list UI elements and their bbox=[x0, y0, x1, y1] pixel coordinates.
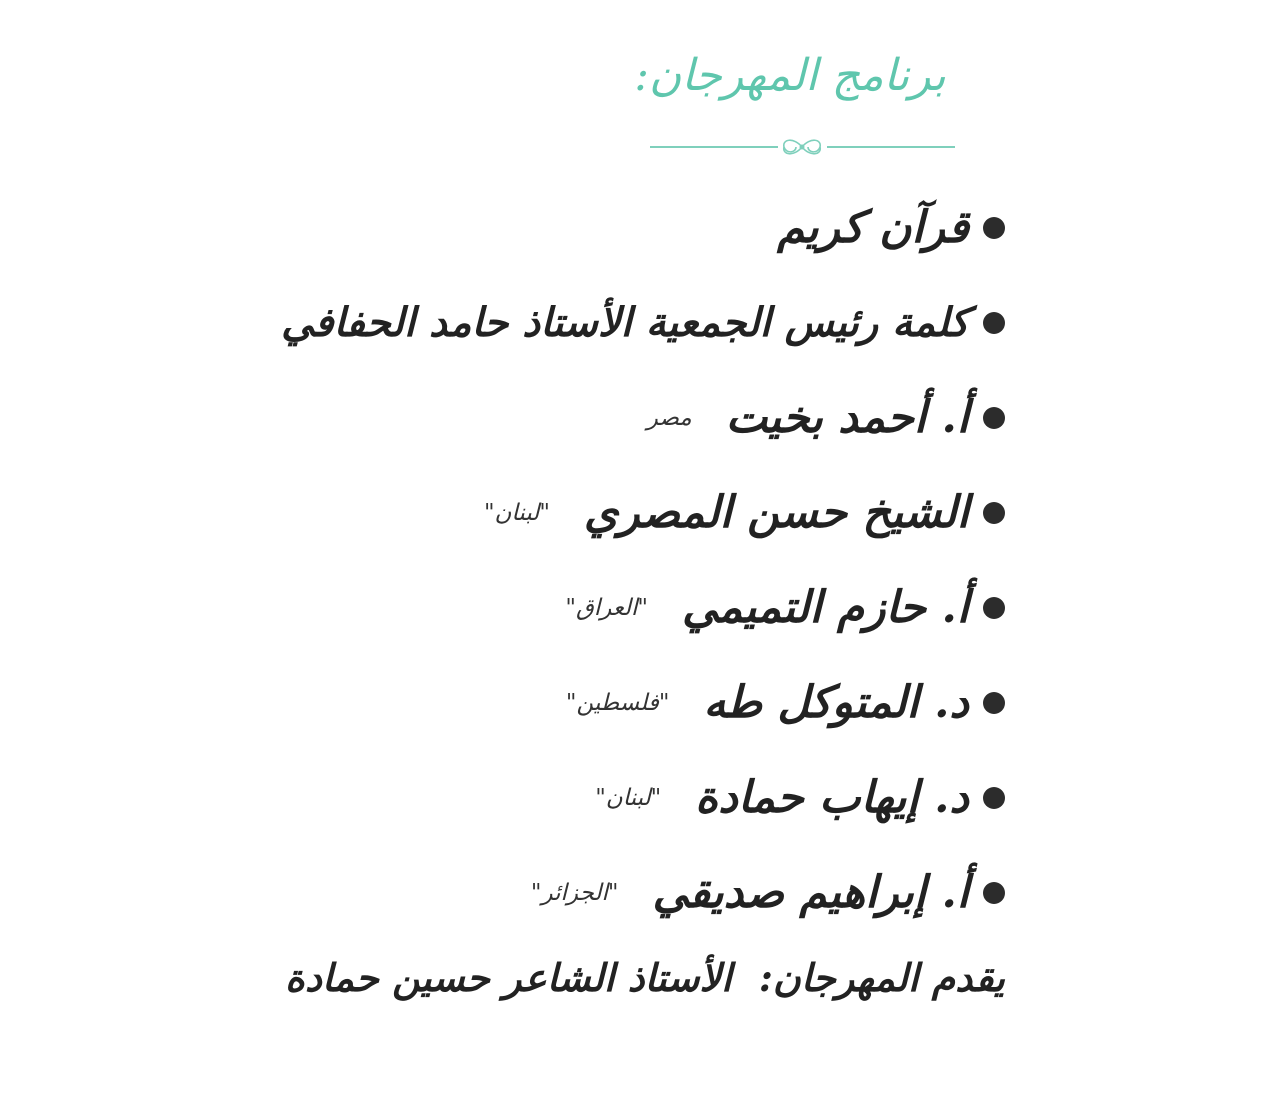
speaker-country: مصر bbox=[646, 404, 692, 431]
program-item-text: قرآن كريم bbox=[777, 202, 969, 253]
program-item-text: كلمة رئيس الجمعية الأستاذ حامد الحفافي bbox=[281, 299, 969, 346]
program-title: برنامج المهرجان: bbox=[634, 50, 946, 101]
program-item bbox=[305, 655, 1005, 750]
speaker-name: أ. أحمد بخيت bbox=[725, 392, 969, 443]
program-item bbox=[305, 180, 1005, 275]
speaker-name: أ. حازم التميمي bbox=[681, 582, 969, 633]
presenter-name: الأستاذ الشاعر حسين حمادة bbox=[285, 955, 732, 1000]
program-item bbox=[281, 275, 1005, 370]
program-item bbox=[305, 370, 1005, 465]
speaker-name: د. المتوكل طه bbox=[703, 677, 969, 728]
bullet-dot-icon bbox=[983, 692, 1005, 714]
bullet-dot-icon bbox=[983, 312, 1005, 334]
program-item bbox=[305, 560, 1005, 655]
speaker-country: "الجزائر" bbox=[530, 879, 619, 906]
bullet-dot-icon bbox=[983, 597, 1005, 619]
presenter-label: يقدم المهرجان: bbox=[758, 955, 1005, 1000]
program-list bbox=[281, 180, 1005, 940]
bullet-dot-icon bbox=[983, 217, 1005, 239]
presenter-line bbox=[285, 955, 1005, 1000]
speaker-country: "لبنان" bbox=[595, 784, 662, 811]
decorative-divider-icon bbox=[650, 130, 955, 164]
program-item bbox=[305, 750, 1005, 845]
speaker-country: "العراق" bbox=[565, 594, 648, 621]
bullet-dot-icon bbox=[983, 502, 1005, 524]
speaker-name: أ. إبراهيم صديقي bbox=[652, 867, 969, 918]
bullet-dot-icon bbox=[983, 882, 1005, 904]
bullet-dot-icon bbox=[983, 407, 1005, 429]
speaker-country: "فلسطين" bbox=[565, 689, 670, 716]
speaker-country: "لبنان" bbox=[483, 499, 550, 526]
speaker-name: الشيخ حسن المصري bbox=[583, 487, 969, 538]
program-item bbox=[305, 845, 1005, 940]
program-item bbox=[305, 465, 1005, 560]
bullet-dot-icon bbox=[983, 787, 1005, 809]
speaker-name: د. إيهاب حمادة bbox=[695, 772, 969, 823]
